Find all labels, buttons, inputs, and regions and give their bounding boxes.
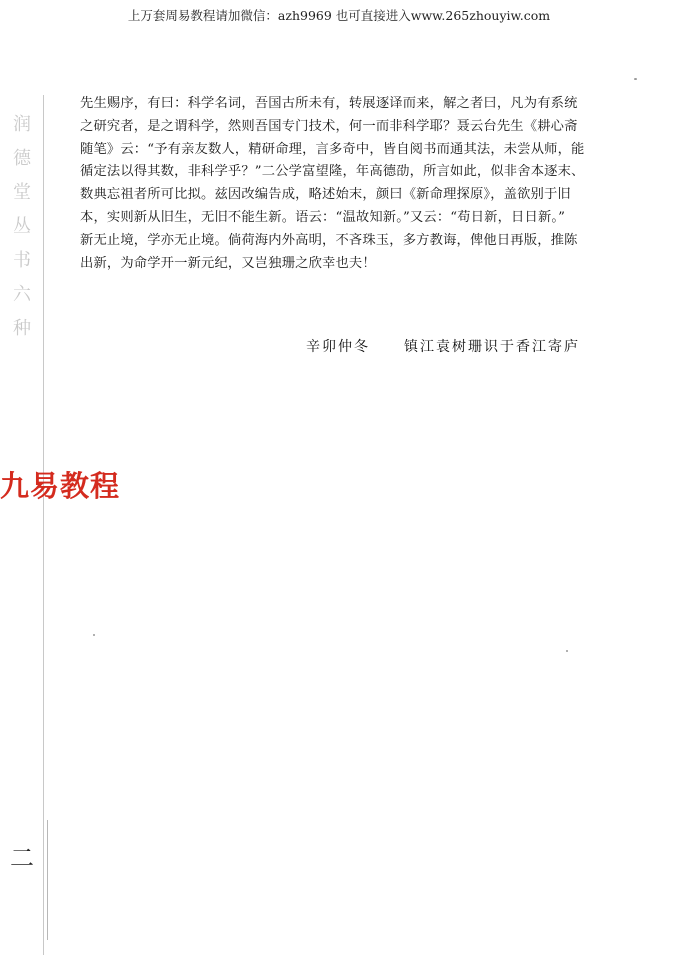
preface-body [80, 93, 620, 275]
spine-char: 堂 [13, 182, 31, 203]
text-line: 随笔》云：“予有亲友数人，精研命理，言多奇中，皆自阅书而通其法，未尝从师，能 [80, 141, 585, 157]
scan-speck [566, 650, 568, 652]
scan-speck [634, 78, 637, 80]
text-line: 本，实则新从旧生，无旧不能生新。语云：“温故知新。”又云：“苟日新，日日新。” [80, 209, 566, 225]
spine-char: 六 [13, 284, 31, 305]
page-number: 二 [10, 844, 34, 872]
signature-author: 镇江袁树珊识于香江寄庐 [404, 339, 580, 355]
text-line: 先生赐序，有曰：科学名词，吾国古所未有，转展逐译而来，解之者曰，凡为有系统 [80, 96, 578, 111]
binding-line [43, 95, 44, 955]
scan-speck [93, 634, 95, 636]
spine-series-title [9, 108, 35, 346]
spine-char: 书 [13, 250, 31, 271]
signature-date: 辛卯仲冬 [306, 339, 370, 355]
spine-char: 种 [13, 318, 31, 339]
spine-char: 润 [13, 114, 31, 135]
text-line: 新无止境，学亦无止境。倘荷海内外高明，不吝珠玉，多方教诲，俾他日再版，推陈 [80, 232, 578, 248]
spine-char: 丛 [13, 216, 31, 237]
binding-line-lower [47, 820, 48, 940]
spine-char: 德 [13, 148, 31, 169]
watermark-header-text: 上万套周易教程请加微信：azh9969 也可直接进入www.265zhouyiw.com [127, 8, 551, 23]
text-line: 之研究者，是之谓科学，然则吾国专门技术，何一而非科学耶？聂云台先生《耕心斋 [80, 118, 578, 134]
red-watermark-text: 九易教程 [0, 469, 121, 503]
text-line: 出新，为命学开一新元纪，又岂独珊之欣幸也夫！ [80, 255, 376, 271]
text-line: 数典忘祖者所可比拟。兹因改编告成，略述始末，颜曰《新命理探原》，盖欲别于旧 [80, 187, 571, 203]
signature-line [306, 336, 580, 356]
text-line: 循定法以得其数，非科学乎？”二公学富望隆，年高德劭，所言如此，似非舍本逐末、 [80, 164, 585, 180]
